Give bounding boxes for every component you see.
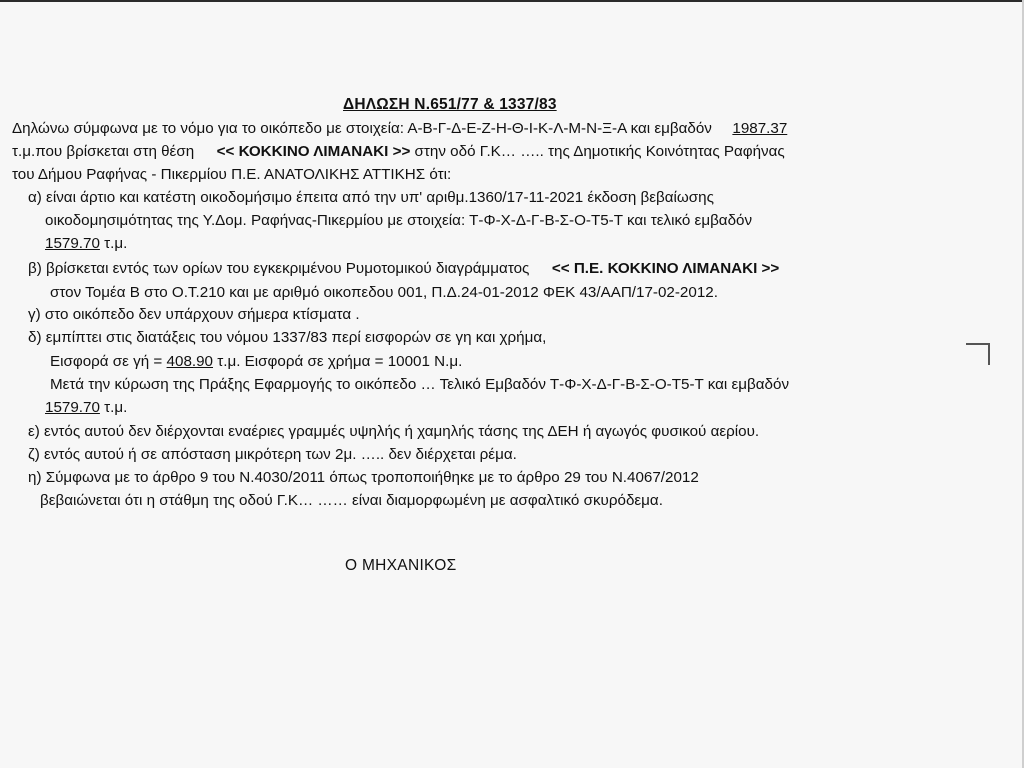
item-h-text-2: βεβαιώνεται ότι η στάθμη της οδού Γ.Κ… …… είναι διαμορφωμένη με ασφαλτικό σκυρόδεμα. [40, 492, 663, 509]
item-a-area: 1579.70 [45, 235, 100, 252]
item-b-text-2: στον Τομέα Β στο Ο.Τ.210 και με αριθμό οικοπεδου 001, Π.Δ.24-01-2012 ΦΕΚ 43/ΑΑΠ/17-02-2012. [50, 284, 718, 301]
intro-line-2 [12, 142, 785, 161]
document-title: ΔΗΛΩΣΗ Ν.651/77 & 1337/83 [343, 96, 557, 113]
item-d-line-3 [50, 375, 789, 394]
item-b-location: << Π.Ε. ΚΟΚΚΙΝΟ ΛΙΜΑΝΑΚΙ >> [551, 260, 780, 277]
item-b-text-1: β) βρίσκεται εντός των ορίων του εγκεκριμένου Ρυμοτομικού διαγράμματος [28, 260, 530, 277]
item-c-line [28, 305, 360, 324]
item-e-line [28, 422, 759, 441]
intro-line-3 [12, 165, 451, 184]
intro-line-1 [12, 119, 787, 138]
item-z-text: ζ) εντός αυτού ή σε απόσταση μικρότερη των 2μ. ….. δεν διέρχεται ρέμα. [28, 446, 517, 463]
item-d-land-prefix: Εισφορά σε γή = [50, 353, 163, 370]
location-name: << ΚΟΚΚΙΝΟ ΛΙΜΑΝΑΚΙ >> [216, 143, 411, 160]
item-d-line-1 [28, 328, 546, 347]
item-d-area: 1579.70 [45, 399, 100, 416]
crop-mark-icon [966, 343, 990, 365]
item-d-text-1: δ) εμπίπτει στις διατάξεις του νόμου 1337/83 περί εισφορών σε γη και χρήμα, [28, 329, 547, 346]
item-d-line-2 [50, 352, 462, 371]
intro-text: Δηλώνω σύμφωνα με το νόμο για το οικόπεδο με στοιχεία: Α-Β-Γ-Δ-Ε-Ζ-Η-Θ-Ι-Κ-Λ-Μ-Ν-Ξ-Α και εμβαδόν [12, 120, 712, 137]
page-top-edge [0, 0, 1024, 2]
item-a-unit: τ.μ. [104, 235, 128, 252]
item-h-line-1 [28, 468, 699, 487]
item-d-line-4 [45, 398, 127, 417]
intro-location-suffix: στην οδό Γ.Κ… ….. της Δημοτικής Κοινότητας Ραφήνας [414, 143, 785, 160]
intro-location-prefix: τ.μ.που βρίσκεται στη θέση [12, 143, 195, 160]
item-h-line-2 [40, 491, 663, 510]
item-d-land-value: 408.90 [166, 353, 213, 370]
total-area-value: 1987.37 [732, 120, 788, 137]
intro-municipality: του Δήμου Ραφήνας - Πικερμίου Π.Ε. ΑΝΑΤΟΛΙΚΗΣ ΑΤΤΙΚΗΣ ότι: [12, 166, 452, 183]
item-a-text-1: α) είναι άρτιο και κατέστη οικοδομήσιμο έπειτα από την υπ' αριθμ.1360/17-11-2021 έκδοση βεβαίωσης [28, 189, 714, 206]
item-a-line-3 [45, 234, 127, 253]
item-a-text-2: οικοδομησιμότητας της Υ.Δομ. Ραφήνας-Πικερμίου με στοιχεία: Τ-Φ-Χ-Δ-Γ-Β-Σ-Ο-Τ5-Τ και τελικό εμβαδόν [45, 212, 753, 229]
signature-block: Ο ΜΗΧΑΝΙΚΟΣ [345, 557, 457, 574]
item-b-line-1 [28, 259, 779, 278]
item-z-line [28, 445, 517, 464]
item-d-land-suffix: τ.μ. Εισφορά σε χρήμα = 10001 Ν.μ. [217, 353, 463, 370]
item-a-line-1 [28, 188, 714, 207]
item-h-text-1: η) Σύμφωνα με το άρθρο 9 του Ν.4030/2011 όπως τροποποιήθηκε με το άρθρο 29 του Ν.4067/2012 [28, 469, 699, 486]
item-d-text-3: Μετά την κύρωση της Πράξης Εφαρμογής το οικόπεδο … Τελικό Εμβαδόν Τ-Φ-Χ-Δ-Γ-Β-Σ-Ο-Τ5-Τ και εμβαδόν [50, 376, 790, 393]
item-a-line-2 [45, 211, 752, 230]
item-d-unit: τ.μ. [104, 399, 128, 416]
item-e-text: ε) εντός αυτού δεν διέρχονται εναέριες γραμμές υψηλής ή χαμηλής τάσης της ΔΕΗ ή αγωγός φυσικού αερίου. [28, 423, 760, 440]
item-c-text: γ) στο οικόπεδο δεν υπάρχουν σήμερα κτίσματα . [28, 306, 360, 323]
item-b-line-2 [50, 283, 718, 302]
